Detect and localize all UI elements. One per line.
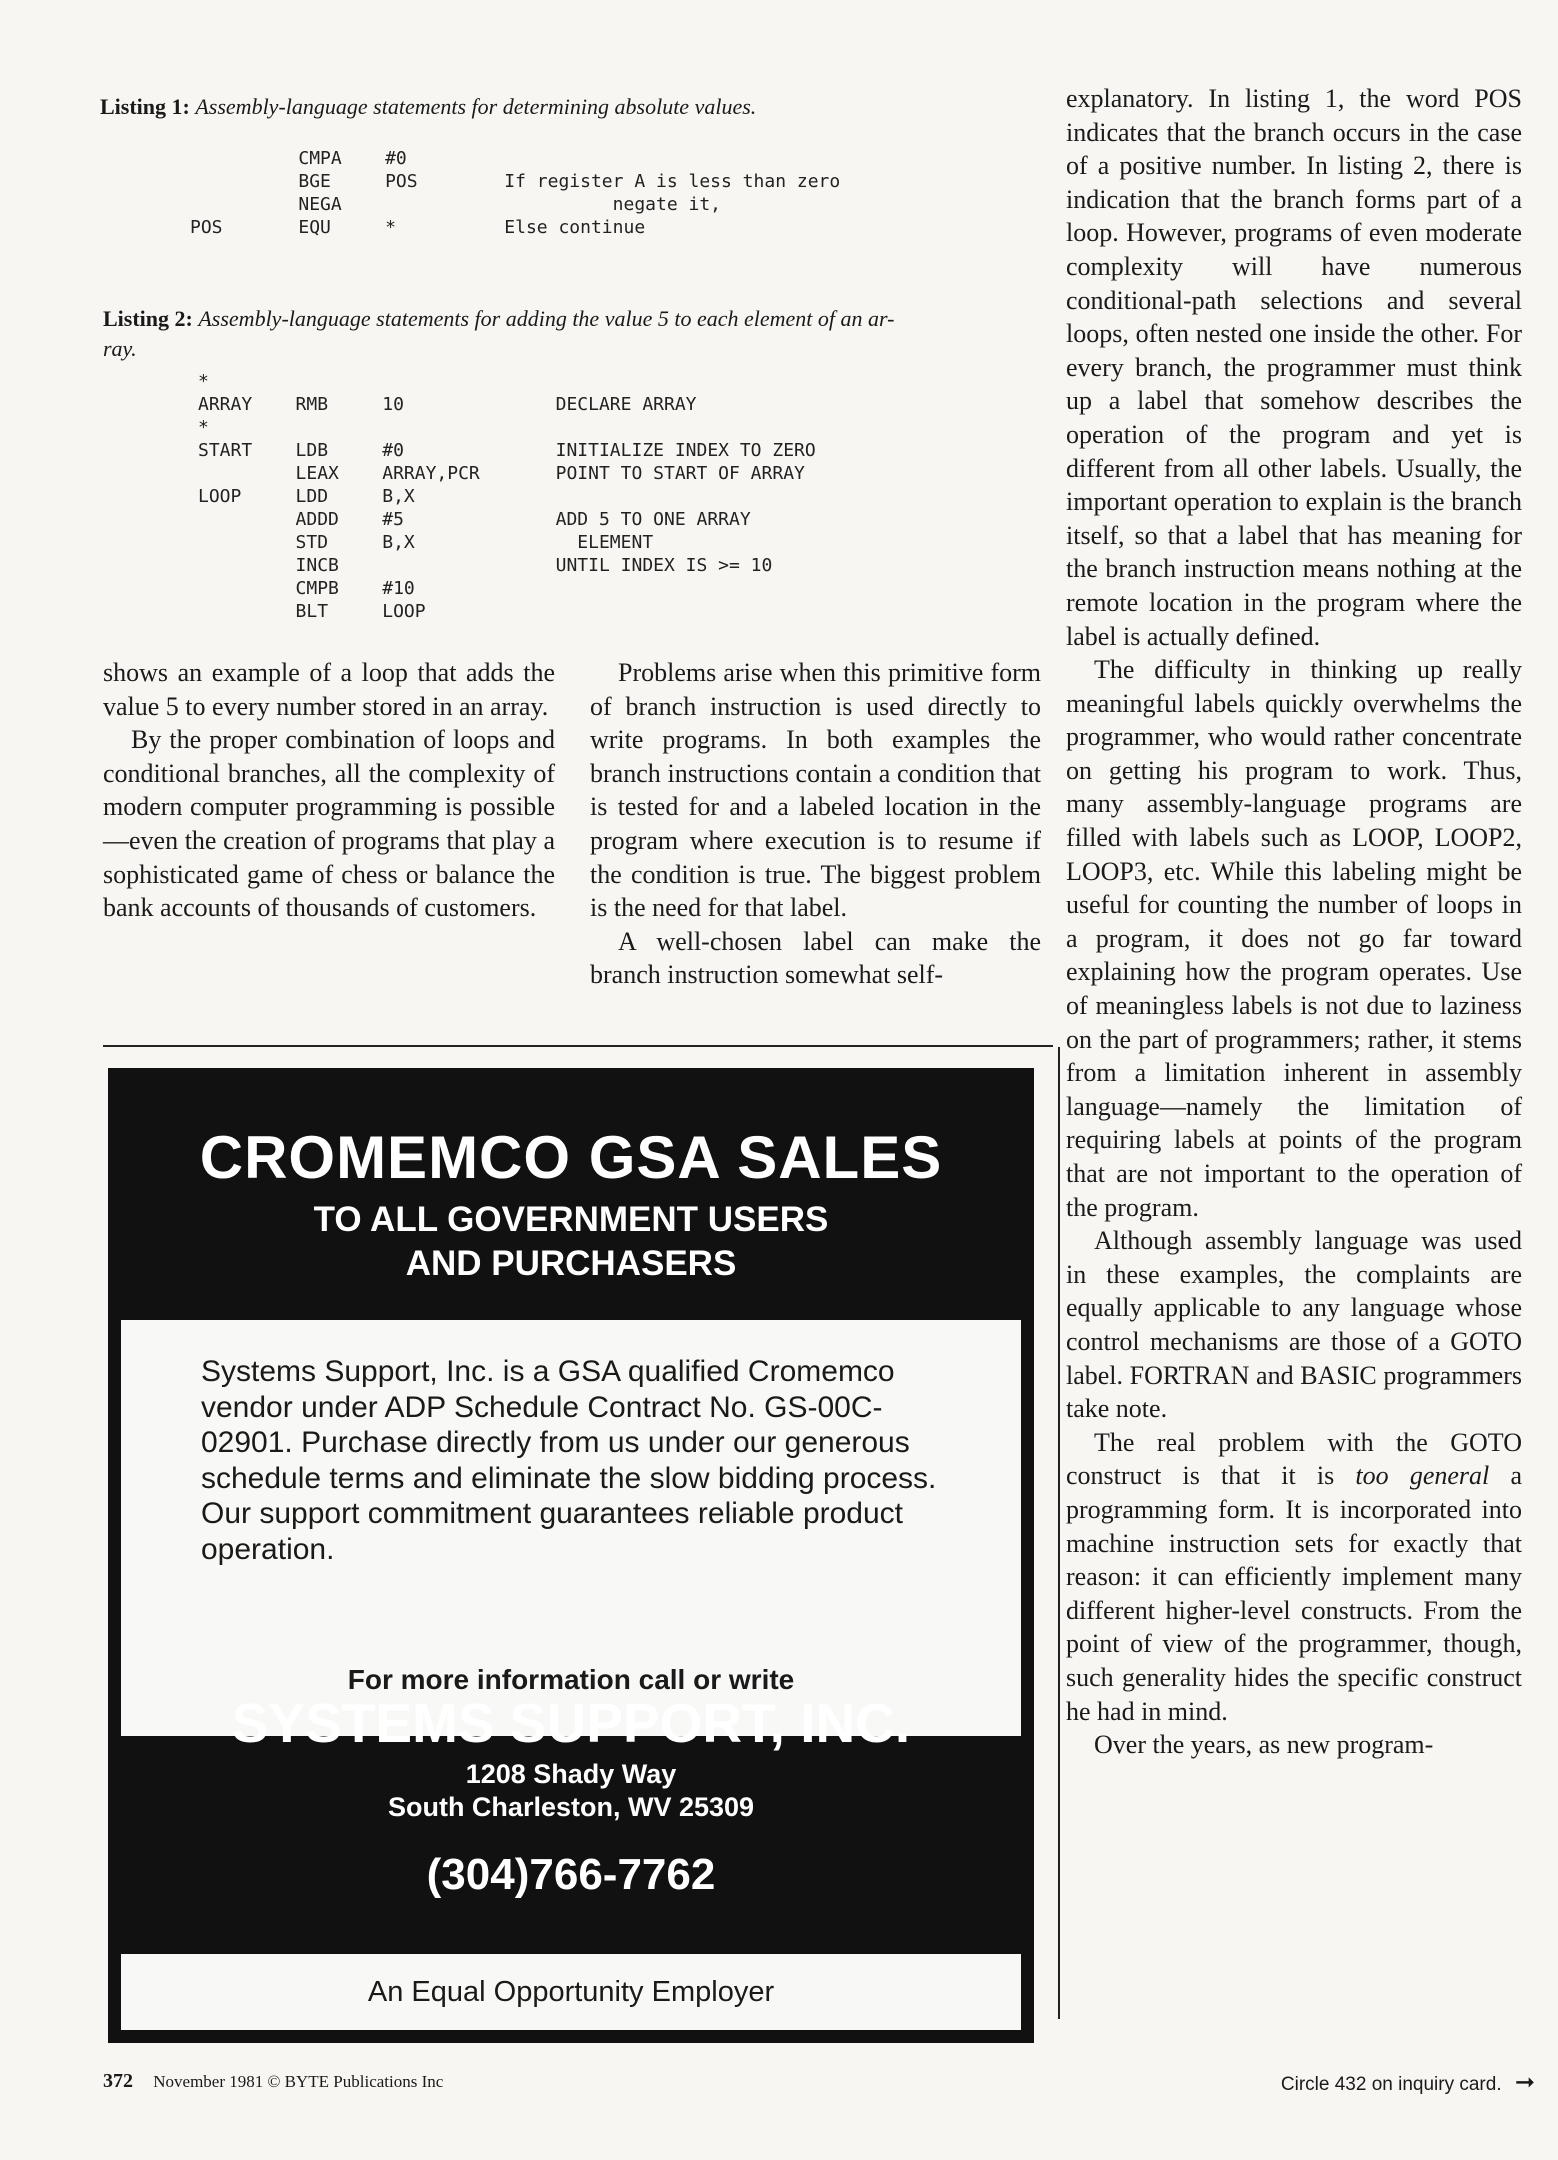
ad-subhead-line-2: AND PURCHASERS <box>405 1244 737 1283</box>
column-3-paragraph-4-start: The real problem with the GOTO construct is that it is <box>1066 1427 1522 1491</box>
column-3-paragraph-4 <box>1066 1426 1522 1728</box>
listing-1-caption <box>100 92 1050 122</box>
column-2-paragraph-2: A well-chosen label can make the branch instruction somewhat self- <box>590 926 1041 990</box>
ad-body-panel <box>121 1320 1021 1736</box>
listing-2-caption <box>103 304 1043 364</box>
listing-2-label: Listing 2: <box>103 306 193 331</box>
ad-subhead <box>108 1198 1034 1286</box>
column-3-paragraph-4-end: a programming form. It is incorporated into machine instruction sets for exactly that reason: it can efficiently implement many different higher-level constructs. From the point of view of the programmer, though, such generality hides the specific construct he had in mind. <box>1066 1461 1522 1726</box>
ad-side-rule <box>1058 1047 1060 2019</box>
column-1-paragraph-2: By the proper combination of loops and conditional branches, all the complexity of modern computer programming is possible—even the creation of programs that play a sophisticated game of chess or balance the bank accounts of thousands of customers. <box>103 725 555 923</box>
column-2-paragraph-1: Problems arise when this primitive form of branch instruction is used directly to write programs. In both examples the branch instructions contain a condition that is tested for and a labeled location in the program where execution is to resume if the condition is true. The biggest problem is the need for that label. <box>590 658 1041 923</box>
ad-address-line-1: 1208 Shady Way <box>465 1759 677 1789</box>
ad-phone-number: (304)766-7762 <box>426 1850 716 1899</box>
page-number: 372 <box>103 2070 133 2092</box>
listing-2-code: * ARRAY RMB 10 DECLARE ARRAY * START LDB #0 INITIALIZE INDEX TO ZERO LEAX ARRAY,PCR POINT TO START OF ARRAY LOOP LDD B,X ADDD #5 ADD 5 TO ONE ARRAY STD B,X ELEMENT INCB UNTIL INDEX IS >= 10 CMPB #10 BLT LOOP <box>198 371 816 622</box>
ad-address-line-2: South Charleston, WV 25309 <box>387 1792 755 1822</box>
inquiry-text: Circle 432 on inquiry card. <box>1280 2074 1502 2095</box>
ad-footer-panel <box>121 1954 1021 2030</box>
ad-footer-text: An Equal Opportunity Employer <box>367 1976 775 2008</box>
column-1-paragraph-1: shows an example of a loop that adds the value 5 to every number stored in an array. <box>103 658 555 721</box>
ad-call-to-action: For more information call or write <box>347 1664 795 1695</box>
listing-1-label: Listing 1: <box>100 94 190 119</box>
listing-2-caption-line1: Assembly-language statements for adding the value 5 to each element of an ar- <box>198 306 895 331</box>
right-arrow-icon: ➞ <box>1514 2069 1535 2096</box>
column-3-paragraph-3: Although assembly language was used in these examples, the complaints are equally applicable to any language whose control mechanisms are those of a GOTO label. FORTRAN and BASIC programmers take note. <box>1066 1226 1522 1424</box>
ad-headline: CROMEMCO GSA SALES <box>199 1124 943 1191</box>
page-imprint: November 1981 © BYTE Publications Inc <box>153 2072 444 2091</box>
listing-2-caption-line2: ray. <box>103 336 137 361</box>
ad-company-name: SYSTEMS SUPPORT, INC. <box>231 1692 911 1754</box>
column-3-paragraph-5: Over the years, as new program- <box>1094 1730 1434 1760</box>
body-column-2 <box>590 656 1041 992</box>
column-3-paragraph-2: The difficulty in thinking up really meaningful labels quickly overwhelms the programmer, who would rather concentrate on getting his program to work. Thus, many assembly-language programs are filled with labels such as LOOP, LOOP2, LOOP3, etc. While this labeling might be useful for counting the number of loops in a program, it does not go far toward explaining how the program operates. Use of meaningless labels is not due to laziness on the part of programmers; rather, it stems from a limitation inherent in assembly language—namely the limitation of requiring labels at points of the program that are not important to the operation of the program. <box>1066 655 1522 1222</box>
ad-top-rule <box>103 1045 1053 1047</box>
listing-1-caption-text: Assembly-language statements for determining absolute values. <box>195 94 757 119</box>
cromemco-advertisement <box>108 1068 1034 2043</box>
body-column-1 <box>103 656 555 925</box>
column-3-paragraph-1: explanatory. In listing 1, the word POS indicates that the branch occurs in the case of a positive number. In listing 2, there is indication that the branch forms part of a loop. However, programs of even moderate complexity will have numerous conditional-path selections and several loops, often nested one inside the other. For every branch, the programmer must think up a label that somehow describes the operation of the program and yet is different from all other labels. Usually, the important operation to explain is the branch itself, so that a label that has meaning for the branch instruction means nothing at the remote location in the program where the label is actually defined. <box>1066 84 1522 651</box>
inquiry-note <box>1130 2068 1535 2097</box>
column-3-paragraph-4-emphasis: too general <box>1355 1461 1490 1491</box>
ad-subhead-line-1: TO ALL GOVERNMENT USERS <box>313 1200 829 1239</box>
ad-body-text: Systems Support, Inc. is a GSA qualified Cromemco vendor under ADP Schedule Contract No. GS-00C-02901. Purchase directly from us under our generous schedule terms and eliminate the slow bidding process. Our support commitment guarantees reliable product operation. <box>201 1355 937 1566</box>
page-footer <box>103 2070 703 2093</box>
body-column-3 <box>1066 82 1522 1762</box>
ad-address <box>108 1758 1034 1824</box>
listing-1-code: CMPA #0 BGE POS If register A is less than zero NEGA negate it, POS EQU * Else continue <box>190 148 841 238</box>
